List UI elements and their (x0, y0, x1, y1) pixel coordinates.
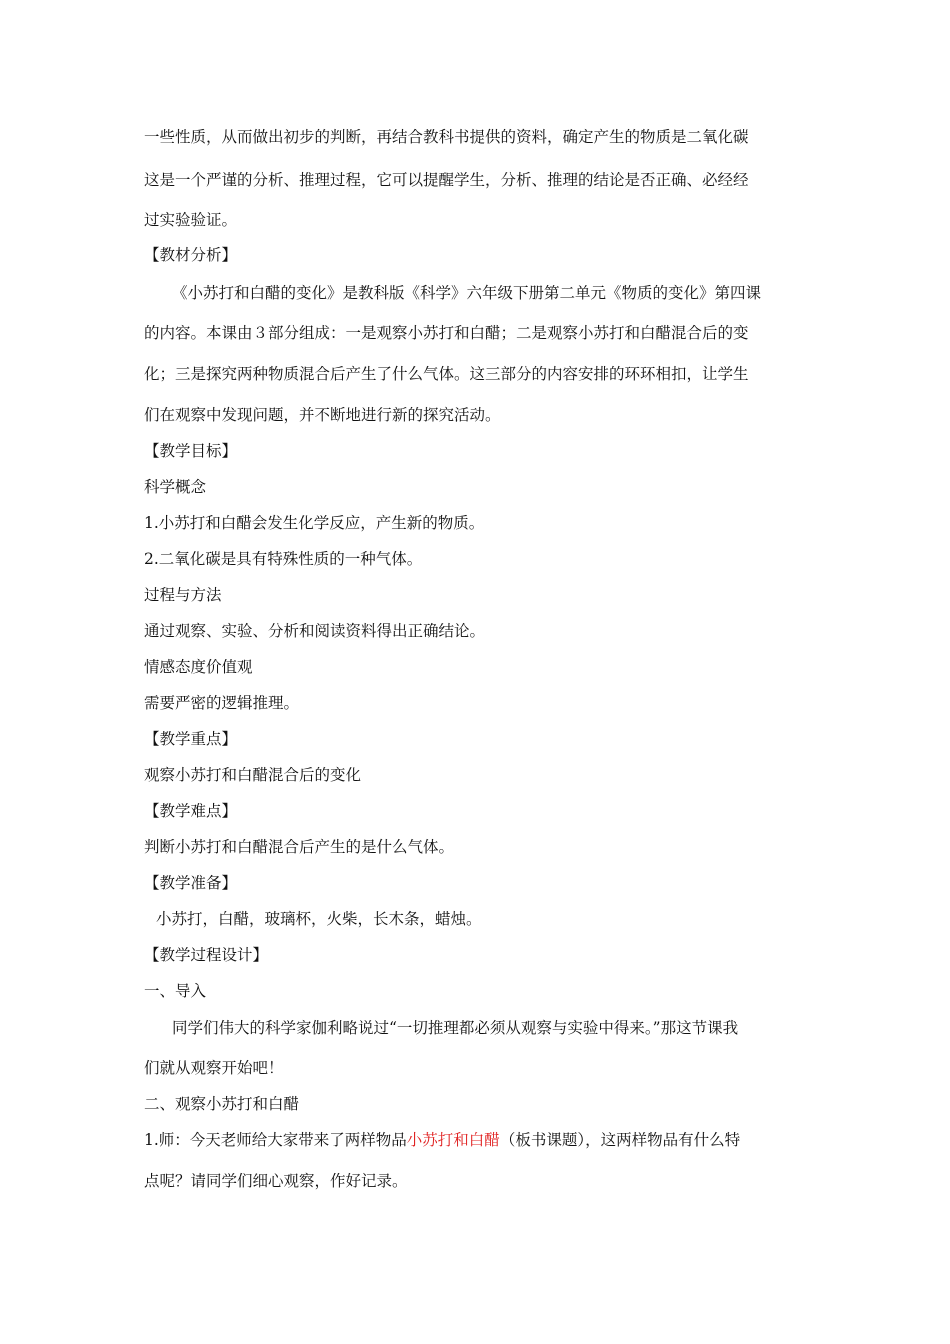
process-method-text: 通过观察、实验、分析和阅读资料得出正确结论。 (144, 622, 486, 640)
textbook-analysis-line-3: 化；三是探究两种物质混合后产生了什么气体。这三部分的内容安排的环环相扣，让学生 (144, 365, 749, 383)
science-concepts-label: 科学概念 (144, 478, 207, 496)
key-point-text: 观察小苏打和白醋混合后的变化 (144, 766, 362, 784)
preparation-heading: 【教学准备】 (144, 874, 238, 892)
intro-line-1: 一些性质，从而做出初步的判断，再结合教科书提供的资料，确定产生的物质是二氧化碳 (144, 128, 749, 146)
section-1-line-1: 同学们伟大的科学家伽利略说过“一切推理都必须从观察与实验中得来。”那这节课我 (172, 1019, 739, 1037)
item-1-suffix: （板书课题），这两样物品有什么特 (499, 1131, 741, 1149)
attitude-text: 需要严密的逻辑推理。 (144, 694, 300, 712)
concept-2: 2.二氧化碳是具有特殊性质的一种气体。 (144, 550, 423, 568)
key-point-heading: 【教学重点】 (144, 730, 238, 748)
objectives-heading: 【教学目标】 (144, 442, 238, 460)
item-1-line-2: 点呢？请同学们细心观察，作好记录。 (144, 1172, 408, 1190)
item-1-line-1 (144, 1130, 814, 1150)
item-1-highlight: 小苏打和白醋 (406, 1131, 500, 1149)
section-1-line-2: 们就从观察开始吧！ (144, 1059, 284, 1077)
difficulty-text: 判断小苏打和白醋混合后产生的是什么气体。 (144, 838, 455, 856)
textbook-analysis-heading: 【教材分析】 (144, 246, 238, 264)
section-1-title: 一、导入 (144, 982, 207, 1000)
intro-line-3: 过实验验证。 (144, 211, 238, 229)
attitude-label: 情感态度价值观 (144, 658, 253, 676)
section-2-title: 二、观察小苏打和白醋 (144, 1095, 300, 1113)
item-1-prefix: 1.师：今天老师给大家带来了两样物品 (144, 1131, 407, 1149)
process-design-heading: 【教学过程设计】 (144, 946, 269, 964)
textbook-analysis-line-4: 们在观察中发现问题，并不断地进行新的探究活动。 (144, 406, 501, 424)
preparation-text: 小苏打，白醋，玻璃杯，火柴，长木条，蜡烛。 (156, 910, 482, 928)
process-method-label: 过程与方法 (144, 586, 222, 604)
textbook-analysis-line-2: 的内容。本课由３部分组成：一是观察小苏打和白醋；二是观察小苏打和白醋混合后的变 (144, 324, 749, 342)
difficulty-heading: 【教学难点】 (144, 802, 238, 820)
textbook-analysis-line-1: 《小苏打和白醋的变化》是教科版《科学》六年级下册第二单元《物质的变化》第四课 (172, 284, 762, 302)
concept-1: 1.小苏打和白醋会发生化学反应，产生新的物质。 (144, 514, 485, 532)
intro-line-2: 这是一个严谨的分析、推理过程，它可以提醒学生，分析、推理的结论是否正确、必经经 (144, 171, 749, 189)
